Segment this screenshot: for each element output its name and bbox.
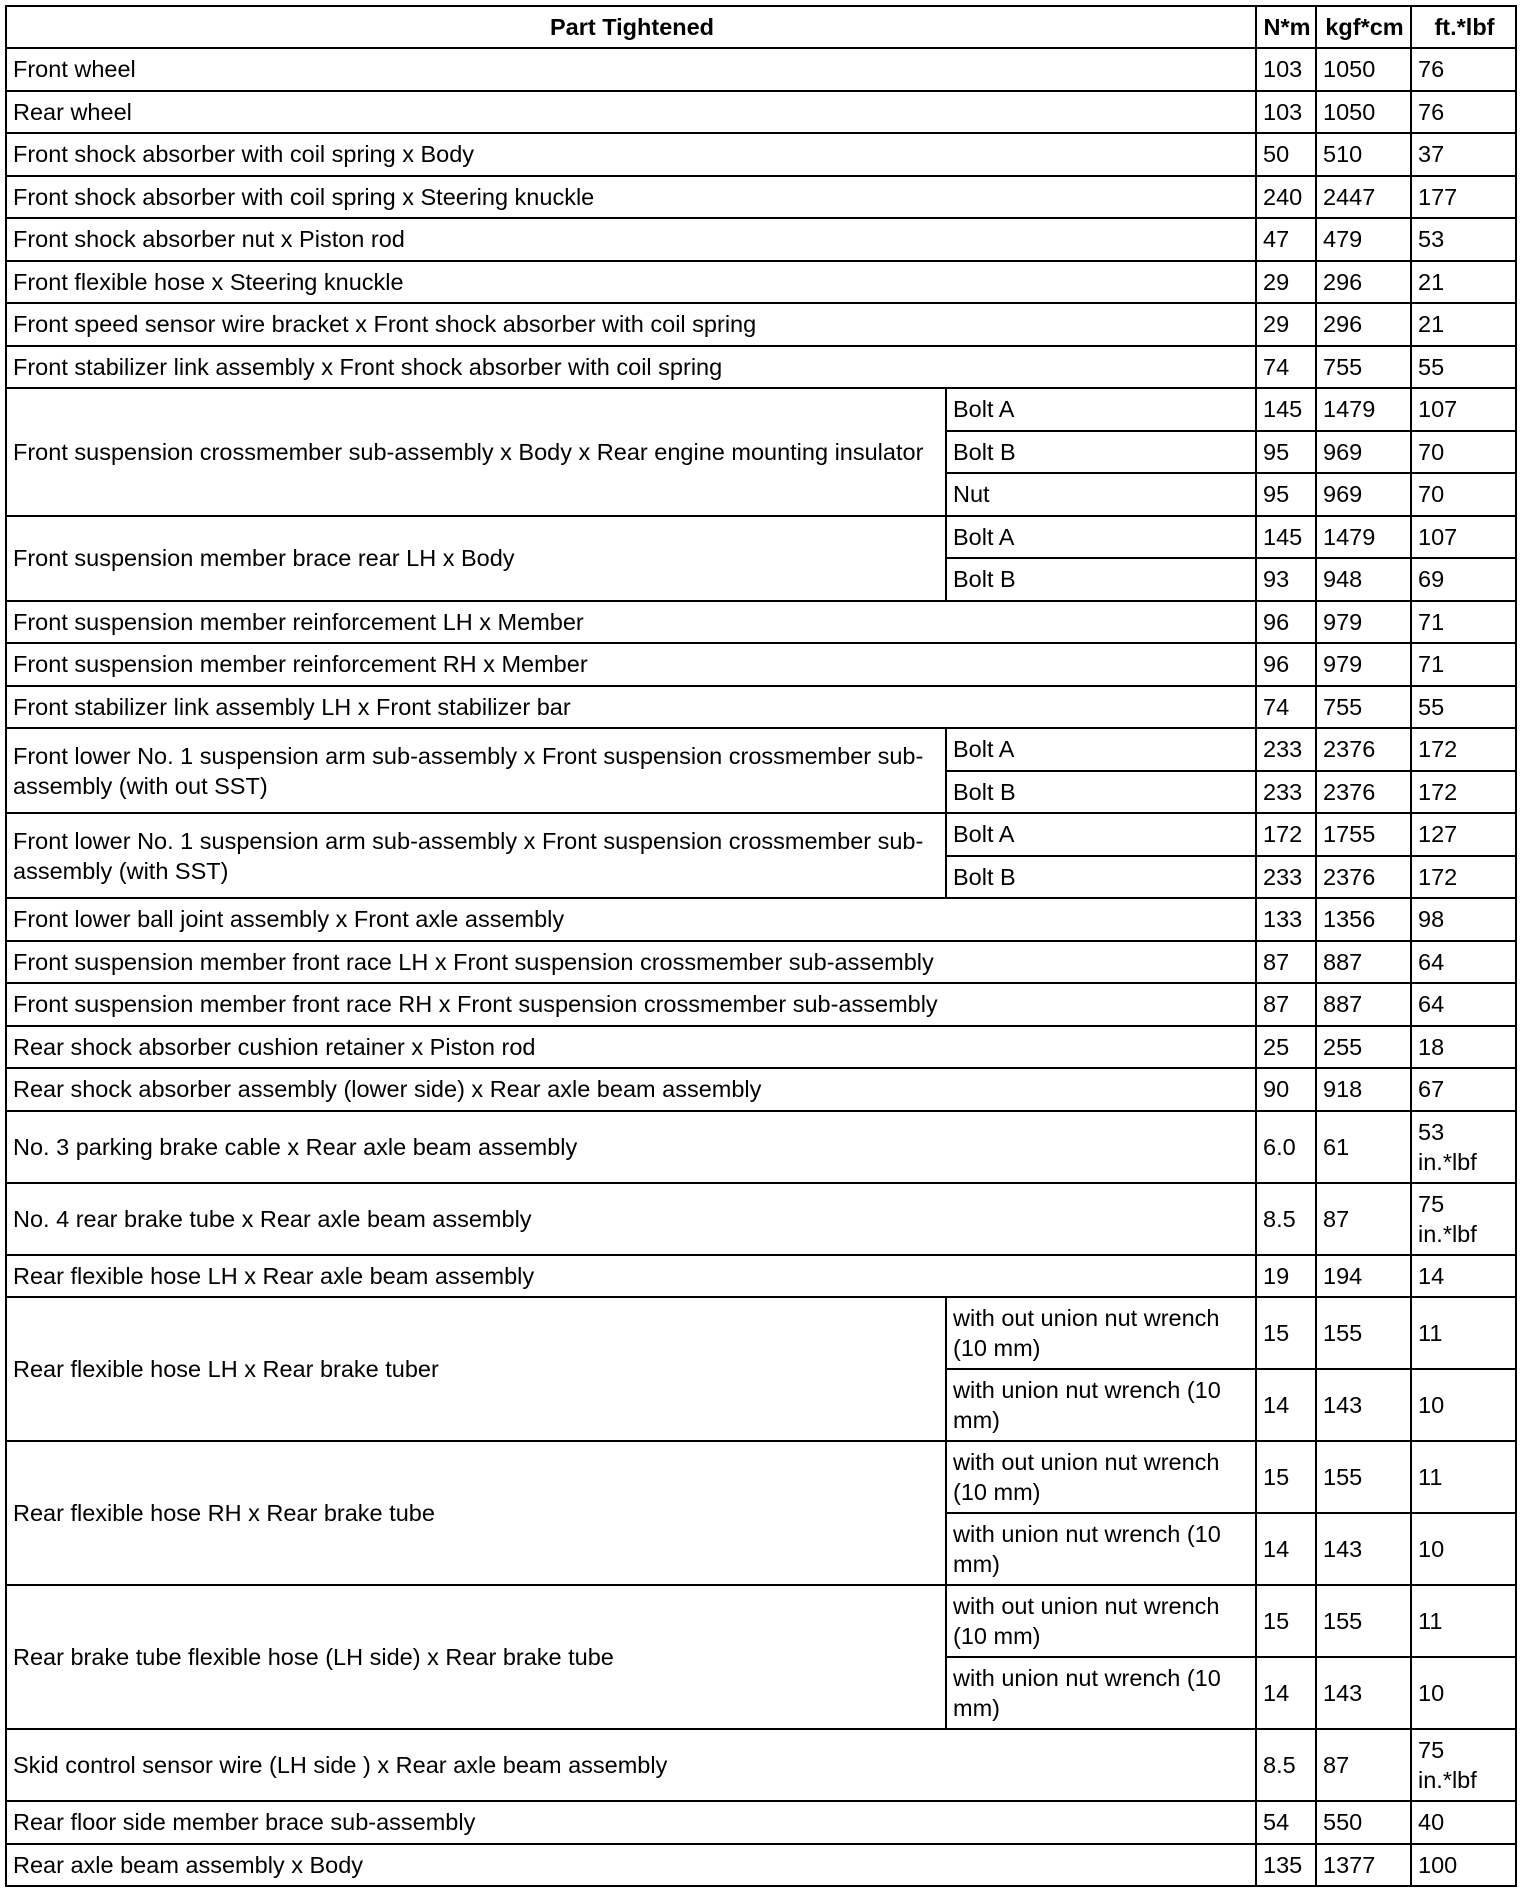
torque-nm-cell: 54 [1256, 1801, 1316, 1844]
part-name-cell: Front suspension member reinforcement LH x Member [6, 601, 1256, 644]
torque-kgfcm-cell: 87 [1316, 1729, 1411, 1801]
torque-kgfcm-cell: 255 [1316, 1026, 1411, 1069]
part-name-cell: Rear shock absorber assembly (lower side) x Rear axle beam assembly [6, 1068, 1256, 1111]
table-row [6, 643, 1516, 686]
torque-ftlbf-cell [1411, 813, 1516, 856]
torque-kgfcm-cell: 143 [1316, 1657, 1411, 1729]
torque-ftlbf-value: 10 [1418, 1536, 1445, 1562]
torque-ftlbf-value: 172 [1418, 863, 1458, 890]
part-name-cell: Front suspension member brace rear LH x Body [6, 516, 946, 601]
fastener-label-cell: with union nut wrench (10 mm) [946, 1369, 1256, 1441]
fastener-label-cell: Bolt A [946, 388, 1256, 431]
torque-ftlbf-value: 11 [1418, 1608, 1443, 1634]
torque-nm-cell: 135 [1256, 1844, 1316, 1887]
torque-ftlbf-value: 100 [1418, 1851, 1458, 1878]
torque-ftlbf-cell [1411, 91, 1516, 134]
torque-ftlbf-value: 177 [1418, 183, 1458, 210]
torque-ftlbf-value: 98 [1418, 906, 1445, 933]
header-nm: N*m [1256, 6, 1316, 48]
torque-kgfcm-cell: 155 [1316, 1297, 1411, 1369]
torque-kgfcm-cell: 143 [1316, 1369, 1411, 1441]
part-name-cell: No. 3 parking brake cable x Rear axle beam assembly [6, 1111, 1256, 1183]
torque-kgfcm-cell: 755 [1316, 686, 1411, 729]
torque-nm-cell: 145 [1256, 388, 1316, 431]
torque-ftlbf-cell [1411, 1068, 1516, 1111]
torque-nm-cell: 6.0 [1256, 1111, 1316, 1183]
torque-nm-cell: 15 [1256, 1297, 1316, 1369]
torque-nm-cell: 93 [1256, 558, 1316, 601]
torque-ftlbf-value: 75 [1418, 1737, 1445, 1763]
part-name-cell: Front suspension crossmember sub-assembly x Body x Rear engine mounting insulator [6, 388, 946, 516]
table-row [6, 218, 1516, 261]
torque-kgfcm-cell: 510 [1316, 133, 1411, 176]
table-row [6, 261, 1516, 304]
table-row [6, 813, 1516, 856]
torque-ftlbf-value: 53 [1418, 1118, 1445, 1145]
torque-ftlbf-value: 10 [1418, 1392, 1445, 1418]
torque-ftlbf-cell [1411, 1297, 1516, 1369]
torque-kgfcm-cell: 550 [1316, 1801, 1411, 1844]
fastener-label-cell: with union nut wrench (10 mm) [946, 1513, 1256, 1585]
torque-nm-cell: 145 [1256, 516, 1316, 559]
torque-ftlbf-value: 64 [1418, 948, 1445, 975]
torque-ftlbf-cell [1411, 983, 1516, 1026]
torque-ftlbf-cell [1411, 1255, 1516, 1298]
torque-kgfcm-cell: 1377 [1316, 1844, 1411, 1887]
torque-kgfcm-cell: 2376 [1316, 771, 1411, 814]
torque-kgfcm-cell: 155 [1316, 1585, 1411, 1657]
torque-ftlbf-value: 40 [1418, 1809, 1445, 1836]
torque-nm-cell: 25 [1256, 1026, 1316, 1069]
part-name-cell: No. 4 rear brake tube x Rear axle beam assembly [6, 1183, 1256, 1255]
torque-kgfcm-cell: 1755 [1316, 813, 1411, 856]
torque-ftlbf-value: 67 [1418, 1076, 1445, 1103]
torque-ftlbf-cell [1411, 1657, 1516, 1729]
torque-unit-note: in.*lbf [1418, 1220, 1477, 1247]
part-name-cell: Rear shock absorber cushion retainer x Piston rod [6, 1026, 1256, 1069]
torque-kgfcm-cell: 2376 [1316, 728, 1411, 771]
part-name-cell: Rear axle beam assembly x Body [6, 1844, 1256, 1887]
torque-nm-cell: 8.5 [1256, 1183, 1316, 1255]
table-row [6, 346, 1516, 389]
torque-nm-cell: 95 [1256, 431, 1316, 474]
torque-kgfcm-cell: 61 [1316, 1111, 1411, 1183]
torque-ftlbf-value: 10 [1418, 1680, 1445, 1706]
torque-nm-cell: 15 [1256, 1585, 1316, 1657]
table-row [6, 1183, 1516, 1255]
fastener-label-cell: Nut [946, 473, 1256, 516]
part-name-cell: Front stabilizer link assembly x Front shock absorber with coil spring [6, 346, 1256, 389]
torque-kgfcm-cell: 979 [1316, 601, 1411, 644]
part-name-cell: Rear flexible hose LH x Rear brake tuber [6, 1297, 946, 1441]
torque-ftlbf-value: 11 [1418, 1464, 1443, 1490]
torque-kgfcm-cell: 755 [1316, 346, 1411, 389]
part-name-cell: Skid control sensor wire (LH side ) x Rear axle beam assembly [6, 1729, 1256, 1801]
torque-ftlbf-value: 70 [1418, 481, 1445, 508]
part-name-cell: Front lower No. 1 suspension arm sub-assembly x Front suspension crossmember sub-assembly (with out SST) [6, 728, 946, 813]
torque-kgfcm-cell: 1356 [1316, 898, 1411, 941]
torque-ftlbf-cell [1411, 218, 1516, 261]
torque-nm-cell: 95 [1256, 473, 1316, 516]
torque-ftlbf-cell [1411, 388, 1516, 431]
torque-kgfcm-cell: 969 [1316, 431, 1411, 474]
torque-ftlbf-cell [1411, 1513, 1516, 1585]
header-kgfcm: kgf*cm [1316, 6, 1411, 48]
table-row [6, 303, 1516, 346]
torque-nm-cell: 74 [1256, 346, 1316, 389]
torque-ftlbf-cell [1411, 1183, 1516, 1255]
torque-ftlbf-cell [1411, 1441, 1516, 1513]
fastener-label-cell: Bolt A [946, 516, 1256, 559]
table-row [6, 601, 1516, 644]
table-row [6, 1801, 1516, 1844]
torque-ftlbf-cell [1411, 516, 1516, 559]
torque-ftlbf-value: 64 [1418, 991, 1445, 1018]
part-name-cell: Rear flexible hose RH x Rear brake tube [6, 1441, 946, 1585]
part-name-cell: Rear wheel [6, 91, 1256, 134]
table-row [6, 1844, 1516, 1887]
torque-ftlbf-value: 11 [1418, 1320, 1443, 1346]
fastener-label-cell: with out union nut wrench (10 mm) [946, 1297, 1256, 1369]
torque-kgfcm-cell: 918 [1316, 1068, 1411, 1111]
torque-nm-cell: 87 [1256, 941, 1316, 984]
torque-ftlbf-value: 14 [1418, 1262, 1445, 1289]
part-name-cell: Front suspension member front race RH x Front suspension crossmember sub-assembly [6, 983, 1256, 1026]
table-row [6, 388, 1516, 431]
torque-ftlbf-value: 69 [1418, 566, 1445, 593]
torque-kgfcm-cell: 2376 [1316, 856, 1411, 899]
torque-kgfcm-cell: 1050 [1316, 91, 1411, 134]
torque-nm-cell: 8.5 [1256, 1729, 1316, 1801]
part-name-cell: Rear flexible hose LH x Rear axle beam assembly [6, 1255, 1256, 1298]
torque-ftlbf-cell [1411, 1729, 1516, 1801]
torque-ftlbf-value: 107 [1418, 396, 1458, 423]
torque-kgfcm-cell: 887 [1316, 983, 1411, 1026]
part-name-cell: Front stabilizer link assembly LH x Front stabilizer bar [6, 686, 1256, 729]
torque-ftlbf-cell [1411, 771, 1516, 814]
fastener-label-cell: with out union nut wrench (10 mm) [946, 1585, 1256, 1657]
fastener-label-cell: Bolt A [946, 728, 1256, 771]
torque-ftlbf-value: 76 [1418, 98, 1445, 125]
torque-kgfcm-cell: 479 [1316, 218, 1411, 261]
torque-ftlbf-value: 21 [1418, 311, 1445, 338]
table-row [6, 91, 1516, 134]
table-header-row [6, 6, 1516, 48]
part-name-cell: Front suspension member reinforcement RH x Member [6, 643, 1256, 686]
torque-nm-cell: 47 [1256, 218, 1316, 261]
table-row [6, 728, 1516, 771]
torque-nm-cell: 15 [1256, 1441, 1316, 1513]
torque-ftlbf-value: 76 [1418, 56, 1445, 83]
part-name-cell: Front suspension member front race LH x Front suspension crossmember sub-assembly [6, 941, 1256, 984]
torque-ftlbf-cell [1411, 558, 1516, 601]
torque-kgfcm-cell: 979 [1316, 643, 1411, 686]
torque-kgfcm-cell: 1050 [1316, 48, 1411, 91]
torque-kgfcm-cell: 155 [1316, 1441, 1411, 1513]
fastener-label-cell: Bolt A [946, 813, 1256, 856]
torque-ftlbf-value: 70 [1418, 438, 1445, 465]
torque-ftlbf-cell [1411, 1844, 1516, 1887]
torque-ftlbf-value: 18 [1418, 1033, 1445, 1060]
torque-ftlbf-value: 172 [1418, 778, 1458, 805]
part-name-cell: Front lower No. 1 suspension arm sub-assembly x Front suspension crossmember sub-assembly (with SST) [6, 813, 946, 898]
torque-ftlbf-cell [1411, 133, 1516, 176]
torque-nm-cell: 50 [1256, 133, 1316, 176]
torque-nm-cell: 14 [1256, 1369, 1316, 1441]
table-row [6, 516, 1516, 559]
torque-nm-cell: 87 [1256, 983, 1316, 1026]
torque-nm-cell: 233 [1256, 728, 1316, 771]
torque-kgfcm-cell: 194 [1316, 1255, 1411, 1298]
torque-nm-cell: 90 [1256, 1068, 1316, 1111]
torque-kgfcm-cell: 948 [1316, 558, 1411, 601]
torque-ftlbf-cell [1411, 728, 1516, 771]
torque-kgfcm-cell: 969 [1316, 473, 1411, 516]
fastener-label-cell: Bolt B [946, 558, 1256, 601]
torque-kgfcm-cell: 296 [1316, 303, 1411, 346]
part-name-cell: Front lower ball joint assembly x Front axle assembly [6, 898, 1256, 941]
torque-nm-cell: 29 [1256, 303, 1316, 346]
torque-ftlbf-value: 71 [1418, 651, 1445, 678]
table-row [6, 941, 1516, 984]
fastener-label-cell: Bolt B [946, 771, 1256, 814]
table-row [6, 1111, 1516, 1183]
torque-ftlbf-value: 172 [1418, 736, 1458, 763]
part-name-cell: Front shock absorber with coil spring x Steering knuckle [6, 176, 1256, 219]
table-row [6, 176, 1516, 219]
torque-nm-cell: 74 [1256, 686, 1316, 729]
torque-nm-cell: 103 [1256, 48, 1316, 91]
fastener-label-cell: Bolt B [946, 431, 1256, 474]
part-name-cell: Front speed sensor wire bracket x Front shock absorber with coil spring [6, 303, 1256, 346]
fastener-label-cell: Bolt B [946, 856, 1256, 899]
torque-nm-cell: 14 [1256, 1513, 1316, 1585]
torque-ftlbf-cell [1411, 303, 1516, 346]
torque-ftlbf-cell [1411, 346, 1516, 389]
table-row [6, 686, 1516, 729]
torque-nm-cell: 172 [1256, 813, 1316, 856]
torque-nm-cell: 19 [1256, 1255, 1316, 1298]
torque-ftlbf-cell [1411, 898, 1516, 941]
torque-nm-cell: 240 [1256, 176, 1316, 219]
table-row [6, 1585, 1516, 1657]
torque-ftlbf-cell [1411, 431, 1516, 474]
table-row [6, 983, 1516, 1026]
torque-ftlbf-cell [1411, 261, 1516, 304]
table-row [6, 1068, 1516, 1111]
header-part-tightened: Part Tightened [6, 6, 1256, 48]
torque-kgfcm-cell: 887 [1316, 941, 1411, 984]
torque-nm-cell: 29 [1256, 261, 1316, 304]
torque-ftlbf-cell [1411, 1801, 1516, 1844]
table-row [6, 1255, 1516, 1298]
torque-ftlbf-cell [1411, 643, 1516, 686]
part-name-cell: Front shock absorber nut x Piston rod [6, 218, 1256, 261]
torque-kgfcm-cell: 296 [1316, 261, 1411, 304]
torque-nm-cell: 103 [1256, 91, 1316, 134]
torque-ftlbf-cell [1411, 856, 1516, 899]
torque-ftlbf-value: 21 [1418, 268, 1445, 295]
torque-nm-cell: 233 [1256, 856, 1316, 899]
part-name-cell: Front wheel [6, 48, 1256, 91]
torque-ftlbf-cell [1411, 473, 1516, 516]
torque-ftlbf-cell [1411, 941, 1516, 984]
table-row [6, 898, 1516, 941]
table-body [6, 48, 1516, 1886]
table-row [6, 1729, 1516, 1801]
part-name-cell: Front flexible hose x Steering knuckle [6, 261, 1256, 304]
torque-ftlbf-value: 127 [1418, 821, 1458, 848]
torque-unit-note: in.*lbf [1418, 1767, 1477, 1793]
torque-kgfcm-cell: 1479 [1316, 516, 1411, 559]
table-row [6, 1441, 1516, 1513]
torque-nm-cell: 233 [1256, 771, 1316, 814]
torque-table [5, 5, 1517, 1887]
torque-specification-sheet [5, 5, 1517, 1887]
torque-kgfcm-cell: 87 [1316, 1183, 1411, 1255]
table-row [6, 1026, 1516, 1069]
torque-nm-cell: 14 [1256, 1657, 1316, 1729]
torque-ftlbf-cell [1411, 1026, 1516, 1069]
torque-kgfcm-cell: 143 [1316, 1513, 1411, 1585]
torque-ftlbf-cell [1411, 1369, 1516, 1441]
torque-nm-cell: 133 [1256, 898, 1316, 941]
table-row [6, 1297, 1516, 1369]
part-name-cell: Rear floor side member brace sub-assembly [6, 1801, 1256, 1844]
torque-ftlbf-cell [1411, 686, 1516, 729]
torque-ftlbf-cell [1411, 176, 1516, 219]
table-row [6, 48, 1516, 91]
torque-ftlbf-value: 55 [1418, 353, 1445, 380]
torque-ftlbf-cell [1411, 601, 1516, 644]
torque-nm-cell: 96 [1256, 643, 1316, 686]
torque-unit-note: in.*lbf [1418, 1148, 1477, 1175]
torque-nm-cell: 96 [1256, 601, 1316, 644]
fastener-label-cell: with out union nut wrench (10 mm) [946, 1441, 1256, 1513]
torque-kgfcm-cell: 2447 [1316, 176, 1411, 219]
torque-kgfcm-cell: 1479 [1316, 388, 1411, 431]
torque-ftlbf-value: 55 [1418, 693, 1445, 720]
torque-ftlbf-value: 71 [1418, 608, 1445, 635]
header-ftlbf: ft.*lbf [1411, 6, 1516, 48]
fastener-label-cell: with union nut wrench (10 mm) [946, 1657, 1256, 1729]
part-name-cell: Front shock absorber with coil spring x Body [6, 133, 1256, 176]
part-name-cell: Rear brake tube flexible hose (LH side) x Rear brake tube [6, 1585, 946, 1729]
torque-ftlbf-cell [1411, 1585, 1516, 1657]
torque-ftlbf-value: 37 [1418, 141, 1445, 168]
torque-ftlbf-cell [1411, 48, 1516, 91]
torque-ftlbf-value: 107 [1418, 523, 1458, 550]
torque-ftlbf-value: 53 [1418, 226, 1445, 253]
torque-ftlbf-cell [1411, 1111, 1516, 1183]
table-row [6, 133, 1516, 176]
torque-ftlbf-value: 75 [1418, 1190, 1445, 1217]
